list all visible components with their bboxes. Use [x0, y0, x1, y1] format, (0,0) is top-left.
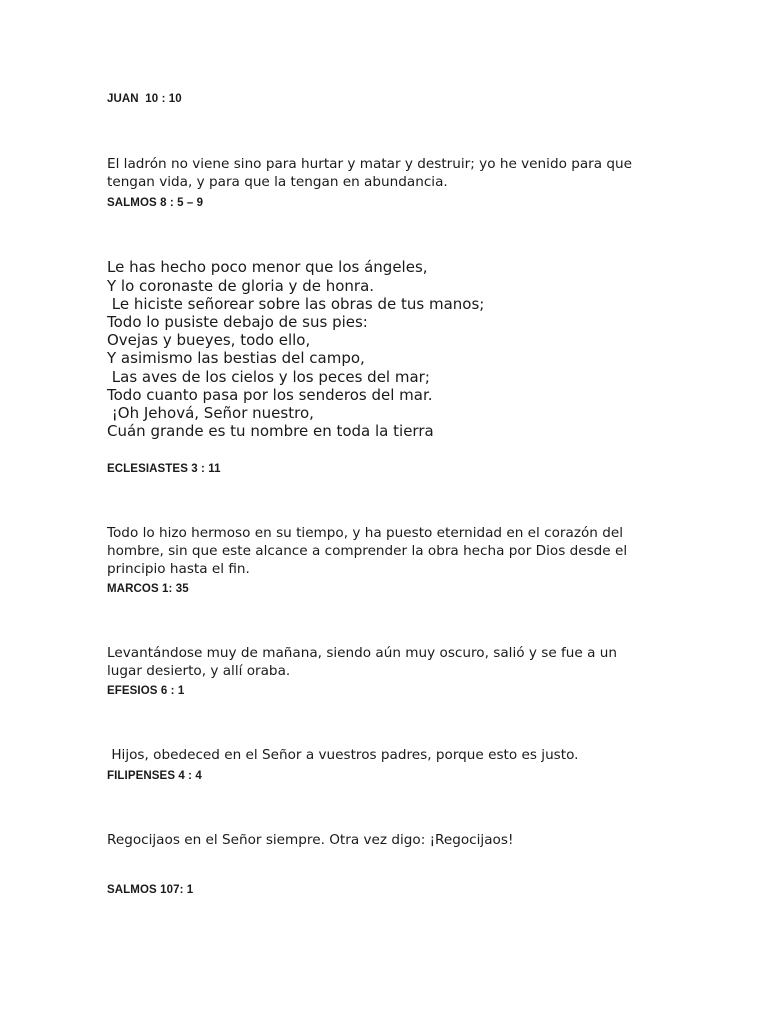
verse-line: El ladrón no viene sino para hurtar y matar y destruir; yo he venido para que — [107, 156, 633, 172]
verse-line: Le hiciste señorear sobre las obras de tus manos; — [107, 294, 485, 313]
verse-line: principio hasta el fin. — [107, 561, 250, 577]
verse-line: Cuán grande es tu nombre en toda la tierra — [107, 422, 434, 441]
verse-line: Y lo coronaste de gloria y de honra. — [107, 276, 375, 295]
verse-text — [107, 119, 667, 227]
verse-line: Las aves de los cielos y los peces del mar; — [107, 367, 430, 386]
verse-line: Todo cuanto pasa por los senderos del mar. — [107, 385, 433, 404]
verse-line: hombre, sin que este alcance a comprender la obra hecha por Dios desde el — [107, 543, 628, 559]
verse-line: Le has hecho poco menor que los ángeles, — [107, 258, 428, 277]
verse-reference: JUAN 10 : 10 — [107, 93, 182, 105]
verse-line: Todo lo hizo hermoso en su tiempo, y ha puesto eternidad en el corazón del — [107, 525, 624, 541]
verse-line: Todo lo pusiste debajo de sus pies: — [107, 313, 368, 332]
verse-reference: EFESIOS 6 : 1 — [107, 685, 185, 697]
verse-text — [107, 608, 667, 716]
verse-reference: MARCOS 1: 35 — [107, 583, 189, 595]
verse-text — [107, 795, 667, 885]
verse-line: ¡Oh Jehová, Señor nuestro, — [107, 404, 314, 423]
verse-line: Y asimismo las bestias del campo, — [107, 349, 365, 368]
verse-line: Hijos, obedeced en el Señor a vuestros padres, porque esto es justo. — [107, 747, 579, 763]
verse-line: Levantándose muy de mañana, siendo aún muy oscuro, salió y se fue a un — [107, 645, 617, 661]
verse-text — [107, 222, 484, 477]
verse-line: Regocijaos en el Señor siempre. Otra vez digo: ¡Regocijaos! — [107, 832, 514, 848]
verse-line: Ovejas y bueyes, todo ello, — [107, 331, 311, 350]
verse-line: lugar desierto, y allí oraba. — [107, 663, 291, 679]
verse-text — [107, 710, 667, 800]
verse-reference: SALMOS 107: 1 — [107, 884, 194, 896]
verse-text — [107, 488, 667, 614]
verse-reference: FILIPENSES 4 : 4 — [107, 770, 202, 782]
verse-reference: SALMOS 8 : 5 – 9 — [107, 197, 204, 209]
verse-reference: ECLESIASTES 3 : 11 — [107, 463, 221, 475]
verse-line: tengan vida, y para que la tengan en abundancia. — [107, 174, 448, 190]
